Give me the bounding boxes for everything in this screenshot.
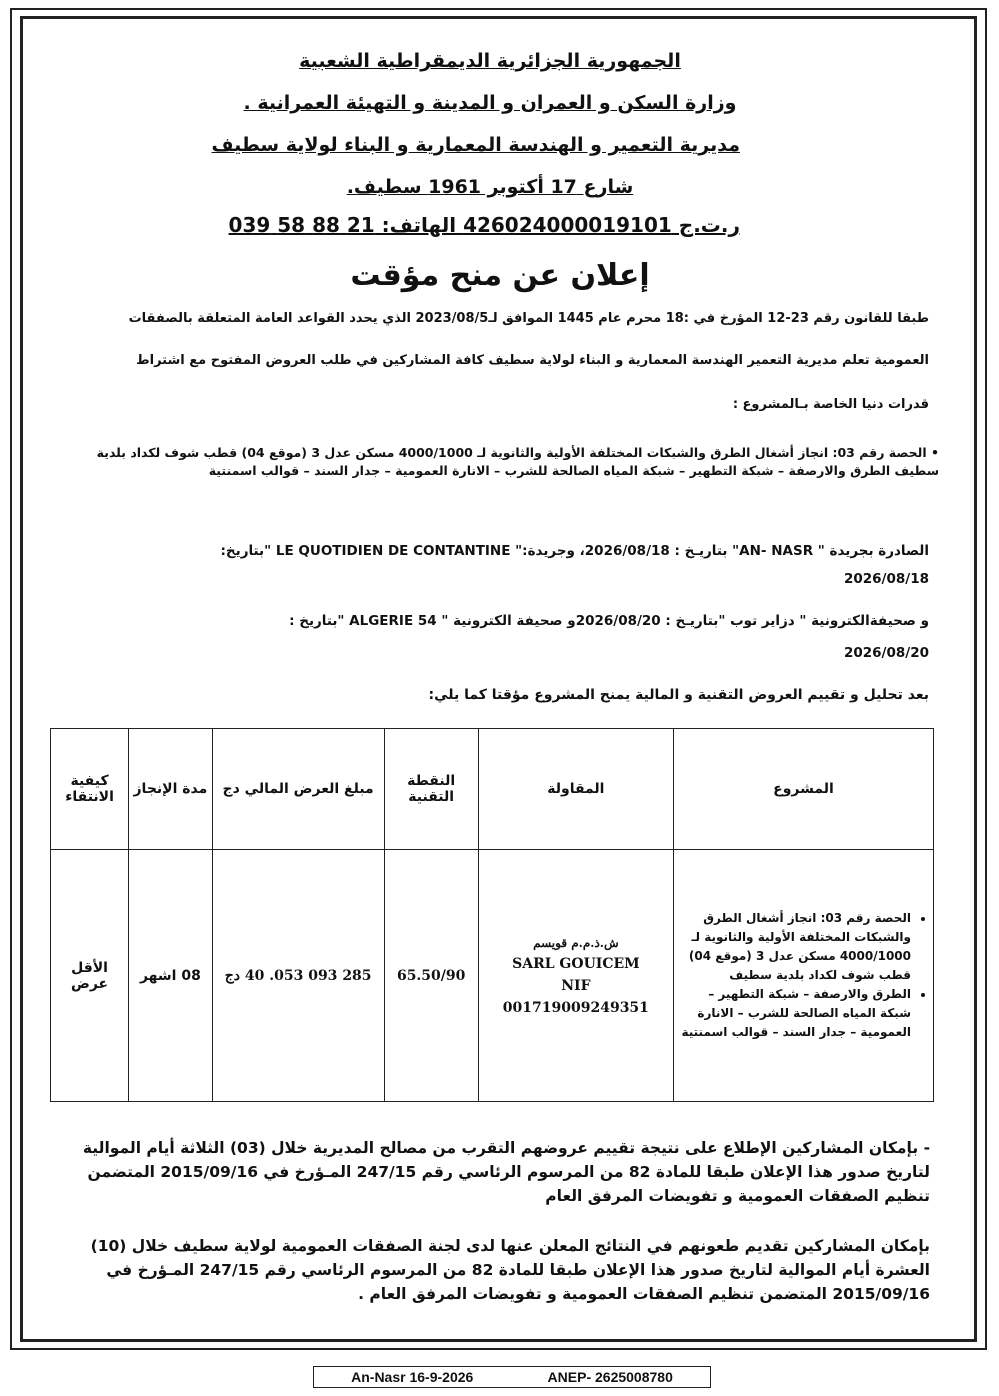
- col-selection: كيفية الانتقاء: [51, 729, 129, 850]
- score-cell: 65.50/90: [384, 850, 478, 1102]
- nif-value: 001719009249351: [502, 999, 649, 1016]
- intro-line-3: قدرات دنيا الخاصة بـالمشروع :: [732, 397, 929, 412]
- intro-line-2: العمومية تعلم مديرية التعمير الهندسة المعمارية و البناء لولاية سطيف كافة المشاركين في طلب العروض المفتوح مع اشتراط: [136, 353, 929, 368]
- footer-newspaper: An-Nasr 16-9-2026: [351, 1369, 474, 1385]
- header-republic: الجمهورية الجزائرية الديمقراطية الشعبية: [299, 50, 681, 72]
- results-table: [50, 728, 934, 1102]
- header-directorate: مديرية التعمير و الهندسة المعمارية و البناء لولاية سطيف: [211, 134, 740, 156]
- publication-date-2: 2026/08/20: [843, 645, 929, 661]
- publication-line-1: الصادرة بجريدة " AN- NASR" بتاريـخ : 2026/08/18، وجريدة:" LE QUOTIDIEN DE CONTANTINE "بتاريخ:: [220, 543, 929, 559]
- objection-paragraph-1: - بإمكان المشاركين الإطلاع على نتيجة تقييم عروضهم التقرب من مصالح المديرية خلال (03) الثلاثة أيام الموالية لتاريخ صدور هذا الإعلان طبقا للمادة 82 من المرسوم الرئاسي رقم 247/15 المـؤرخ في 2015/09/16 المتضمن تنظيم الصفقات العمومية و تفويضات المرفق العام: [82, 1139, 930, 1205]
- lot-bullet: [89, 444, 939, 480]
- publication-line-3: بعد تحليل و تقييم العروض التقنية و المالية يمنح المشروع مؤقتا كما يلي:: [428, 687, 929, 703]
- objection-paragraph-2: بإمكان المشاركين تقديم طعونهم في النتائج المعلن عنها لدى لجنة الصفقات العمومية لولاية سطيف خلال (10) العشرة أيام الموالية لتاريخ صدور هذا الإعلان طبقا للمادة 82 من المرسوم الرئاسي رقم 247/15 المـؤرخ في 2015/09/16 المتضمن تنظيم الصفقات العمومية و تفويضات المرفق العام .: [90, 1237, 930, 1303]
- col-duration: مدة الإنجاز: [129, 729, 213, 850]
- firm-cell: [478, 850, 673, 1102]
- firm-name-ar: ش.ذ.م.م قويسم: [533, 935, 619, 950]
- amount-cell: 285 093 053. 40 دج: [212, 850, 384, 1102]
- header-ministry: وزارة السكن و العمران و المدينة و التهيئة العمرانية .: [243, 92, 737, 114]
- col-amount: مبلغ العرض المالي دج: [212, 729, 384, 850]
- bullet-icon: •: [926, 445, 939, 460]
- intro-line-1: طبقا للقانون رقم 23-12 المؤرخ في :18 محرم عام 1445 الموافق لـ2023/08/5 الذي يحدد القواعد العامة المتعلقة بالصفقات: [128, 311, 929, 326]
- footer-anep-code: ANEP- 2625008780: [547, 1369, 673, 1385]
- col-score: النقطة التقنية: [384, 729, 478, 850]
- header-address: شارع 17 أكتوبر 1961 سطيف.: [346, 176, 634, 198]
- table-row: [51, 850, 934, 1102]
- nif-label: NIF: [561, 977, 591, 994]
- duration-cell: 08 اشهر: [129, 850, 213, 1102]
- header-phone: ر.ت.ج 426024000019101 الهاتف: 21 88 58 039: [228, 213, 740, 237]
- page-title: إعلان عن منح مؤقت: [350, 258, 650, 293]
- project-item: • الطرق والارصفة – شبكة التطهير – شبكة المياه الصالحة للشرب – الانارة العمومية – جدار السند – قوالب اسمنتية: [677, 985, 911, 1042]
- publication-line-2: و صحيفةالكترونية " دزاير توب "بتاريـخ : 2026/08/20و صحيفة الكترونية " ALGERIE 54 "بتاريخ :: [289, 613, 929, 629]
- publication-date-1: 2026/08/18: [843, 571, 929, 587]
- firm-name-fr: SARL GOUICEM: [512, 955, 640, 972]
- col-firm: المقاولة: [478, 729, 673, 850]
- footer-box: [313, 1366, 711, 1388]
- project-cell: [673, 850, 933, 1102]
- selection-cell: الأقل عرض: [51, 850, 129, 1102]
- col-project: المشروع: [673, 729, 933, 850]
- lot-text: الحصة رقم 03: انجاز أشغال الطرق والشبكات المختلفة الأولية والثانوية لـ 4000/1000 مسكن عدل 3 (موقع 04) قطب شوف لكداد بلدية سطيف الطرق والارصفة – شبكة التطهير – شبكة المياه الصالحة للشرب – الانارة العمومية – جدار السند – قوالب اسمنتية: [96, 445, 939, 478]
- project-item: • الحصة رقم 03: انجاز أشغال الطرق والشبكات المختلفة الأولية والثانوية لـ 4000/1000 مسكن عدل 3 (موقع 04) قطب شوف لكداد بلدية سطيف: [677, 909, 911, 985]
- table-header-row: [51, 729, 934, 850]
